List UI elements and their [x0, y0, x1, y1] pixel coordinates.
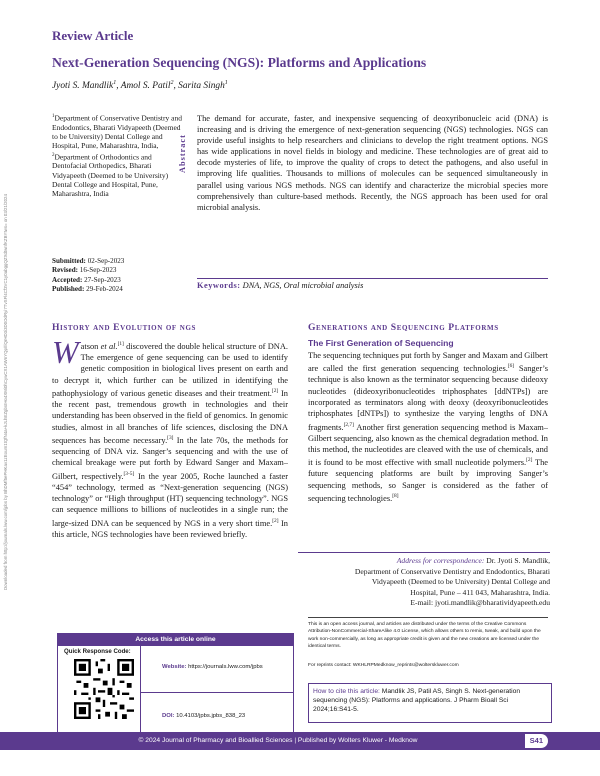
citation-link[interactable]: [2] — [526, 457, 533, 464]
citation-link[interactable]: [2,7] — [343, 421, 354, 428]
text-run: The future sequencing platforms are built by improving Sanger’s sequencing methods, so Sanger is considered as the father of sequencing technologies. — [308, 458, 548, 503]
keywords-text: DNA, NGS, Oral microbial analysis — [242, 281, 364, 290]
text-run: The sequencing techniques put forth by Sanger and Maxam and Gilbert are called the first generation sequencing technologies. — [308, 351, 548, 374]
text-run: In the late 70s, the methods for sequencing of DNA viz. Sanger’s sequencing and with the use of chemical breakage were put forth by Edward Sanger and Maxam–Gilbert, respectively. — [52, 435, 288, 481]
author-list: Jyoti S. Mandlik$^1$, Amol S. Patil$^2$, Sarita Singh$^1$ — [52, 80, 228, 92]
citation-link[interactable]: [3] — [167, 434, 174, 441]
correspondence — [298, 556, 550, 609]
subsection-heading: The First Generation of Sequencing — [308, 338, 454, 348]
how-to-cite — [308, 683, 552, 723]
cite-label: How to cite this article: — [313, 688, 380, 695]
section-heading: History and Evolution of ngs — [52, 322, 196, 333]
abstract-divider — [197, 278, 548, 279]
date-row — [52, 257, 182, 266]
affiliations — [52, 112, 182, 199]
article-dates — [52, 257, 182, 294]
citation-link[interactable]: [8] — [392, 492, 399, 499]
correspondence-divider — [298, 552, 550, 553]
affil-text: Department of Conservative Dentistry and Endodontics, Bharati Vidyapeeth (Deemed to be University) Dental College and Hospital, Pune, Maharashtra, India, — [52, 113, 182, 151]
date-value: 16-Sep-2023 — [79, 266, 117, 275]
doi-label: DOI: — [162, 713, 175, 719]
author-name[interactable]: Sarita Singh — [178, 81, 225, 92]
reprints-contact[interactable]: For reprints contact: WKHLRPMedknow_reprints@wolterskluwer.com — [308, 663, 459, 668]
corr-line: Hospital, Pune – 411 043, Maharashtra, India. — [410, 587, 550, 597]
corr-line: Vidyapeeth (Deemed to be University) Dental College and — [371, 577, 550, 587]
intro-paragraph — [52, 334, 289, 540]
keywords-label: Keywords: — [197, 281, 241, 290]
qr-label: Quick Response Code: — [64, 648, 131, 655]
author-affil-sup: 2 — [170, 80, 174, 86]
affil-text: Department of Orthodontics and Dentofacial Orthopedics, Bharati Vidyapeeth (Deemed to be University) Dental College and Hospital, Pune, Maharashtra, India — [52, 152, 169, 199]
corr-name: Dr. Jyoti S. Mandlik, — [484, 556, 550, 565]
author-affil-sup: 1 — [113, 80, 117, 86]
author-name[interactable]: Amol S. Patil — [120, 81, 171, 92]
license-text: This is an open access journal, and articles are distributed under the terms of the Creative Commons Attribution-NonCommercial-ShareAlike 4.0 License, which allows others to remix, tweak, and build upon the work non-commercially, as long as appropriate credit is given and the new creations are licensed under the identical terms. — [308, 622, 541, 650]
footer-text: © 2024 Journal of Pharmacy and Bioallied Sciences | Published by Wolters Kluwer - Medknow — [138, 737, 418, 744]
text-run: Sanger’s technique is also known as the terminator sequencing because dideoxy nucleotides (dideoxyribonucleotides triphosphates [ddNTPs]) are incorporated as terminators along with deoxy (deoxyribonucleotides triphosphates [dNTPs]) to synthesize the varying lengths of DNA fragments. — [308, 364, 548, 432]
cite-text: Mandlik JS, Patil AS, Singh S. Next-generation sequencing (NGS): Platforms and applications. J Pharm Bioall Sci 2024;16:S41-5. — [313, 688, 521, 714]
corr-label: Address for correspondence: — [396, 556, 485, 565]
citation-link[interactable]: [2] — [271, 387, 279, 394]
website-row — [162, 664, 263, 670]
affiliation — [52, 112, 182, 151]
text-run: In this article, NGS technologies have been reviewed briefly. — [52, 518, 288, 539]
doi-link[interactable]: 10.4103/jpbs.jpbs_838_23 — [176, 713, 246, 719]
qr-code-icon[interactable] — [74, 659, 134, 719]
affil-sup: 2 — [52, 152, 55, 158]
citation-link[interactable]: [6] — [507, 363, 515, 370]
drop-cap: W — [52, 334, 79, 370]
date-label: Published: — [52, 284, 85, 293]
abstract-label: Abstract — [178, 134, 187, 174]
page-footer — [0, 732, 600, 750]
license-divider — [308, 617, 548, 618]
citation-link[interactable]: [2] — [272, 517, 279, 524]
website-label: Website: — [162, 664, 187, 670]
doi-row — [162, 713, 245, 719]
citation-link[interactable]: [1] — [117, 341, 124, 347]
date-row — [52, 266, 182, 275]
date-row — [52, 285, 182, 294]
box-divider-horizontal — [140, 692, 293, 693]
page-number: S41 — [525, 734, 548, 748]
access-heading: Access this article online — [58, 634, 293, 646]
affil-sup: 1 — [52, 114, 55, 119]
article-type: Review Article — [52, 28, 134, 43]
website-link[interactable]: https://journals.lww.com/jpbs — [188, 664, 263, 670]
keywords — [197, 281, 557, 290]
date-value: 27-Sep-2023 — [84, 275, 121, 284]
text-run: In the recent past, tremendous growth in technologies and their understanding has been observed in the field of genomics. In genomic studies, almost in all branches of life sciences, disclosing the DNA sequences has become necessary. — [52, 388, 288, 445]
date-label: Revised: — [52, 266, 79, 275]
author-affil-sup: 1 — [224, 80, 228, 86]
corr-line — [298, 556, 550, 567]
article-title: Next-Generation Sequencing (NGS): Platforms and Applications — [52, 55, 427, 70]
text-run: In the year 2005, Roche launched a faster “454” technology, termed as “Next-generation sequencing (NGS) technology” or “High throughput (HT) sequencing technology”. NGS can sequence millions to billions of nucleotides in a single run; the large-sized DNA can be sequenced by NGS in a very short time. — [52, 471, 289, 528]
left-column — [52, 322, 288, 540]
date-label: Accepted: — [52, 275, 83, 284]
affiliation — [52, 151, 182, 199]
text-run: Another first generation sequencing method is Maxam–Gilbert sequencing, also known as the chemical degradation method. In this method, the nucleotides are cleaved with the use of chemicals, and it is found to be most effective with small nucleotide polymers. — [308, 422, 548, 468]
author-name[interactable]: Jyoti S. Mandlik — [52, 81, 114, 92]
right-column — [308, 322, 548, 504]
date-value: 29-Feb-2024 — [86, 284, 123, 293]
text-run: discovered the double helical structure of DNA. The emergence of gene sequencing can be used to identify genetic composition in biological lives present on earth and to decrypt it, which further can be utilized in identifying the pathophysiology of various genetic diseases and their treatment. — [52, 341, 288, 398]
corr-line: Department of Conservative Dentistry and Endodontics, Bharati — [354, 566, 550, 576]
text-run: atson — [80, 341, 101, 351]
section-heading: Generations and Sequencing Platforms — [308, 322, 499, 333]
citation-link[interactable]: [3-5] — [123, 470, 135, 477]
date-row — [52, 276, 182, 285]
corr-email[interactable]: E-mail: jyoti.mandlik@bharatividyapeeth.edu — [410, 598, 550, 608]
date-value: 02-Sep-2023 — [87, 257, 125, 265]
first-generation-paragraph — [308, 350, 548, 504]
access-online-box — [57, 633, 294, 740]
text-run: et al. — [100, 341, 118, 351]
download-watermark: Downloaded from http://journals.lww.com/jpbs by BhDMf5ePHKav1zEoum1tQfN4a+kJLhEZgbsIHo4XMi0hCywCX1AWnYQp/IlQrHD3i3D0OdRyi7TvSFl4Cf3VC1y0abggQZXdtwnfKZBYtws= on 03/21/2024 — [3, 194, 8, 590]
abstract-text: The demand for accurate, faster, and inexpensive sequencing of deoxyribonucleic acid (DNA) is increasing and is driving the emergence of next-generation sequencing (NGS) technologies. NGS can provide useful insights to help researchers and clinicians to develop the right treatment options. NGS has wide applications in novel fields in biology and medicine. These technologies are of great aid to decode mysteries of life, to improve the quality of crops to detect the pathogens, and also useful in improving life qualities. Thousands to millions of molecules can be sequenced simultaneously in parallel using various NGS methods. NGS can identify and characterize the microbial species more comprehensively than culture-based methods. Recently, the NGS approach has been used for oral microbial analysis. — [197, 114, 548, 212]
date-label: Submitted: — [52, 257, 86, 265]
